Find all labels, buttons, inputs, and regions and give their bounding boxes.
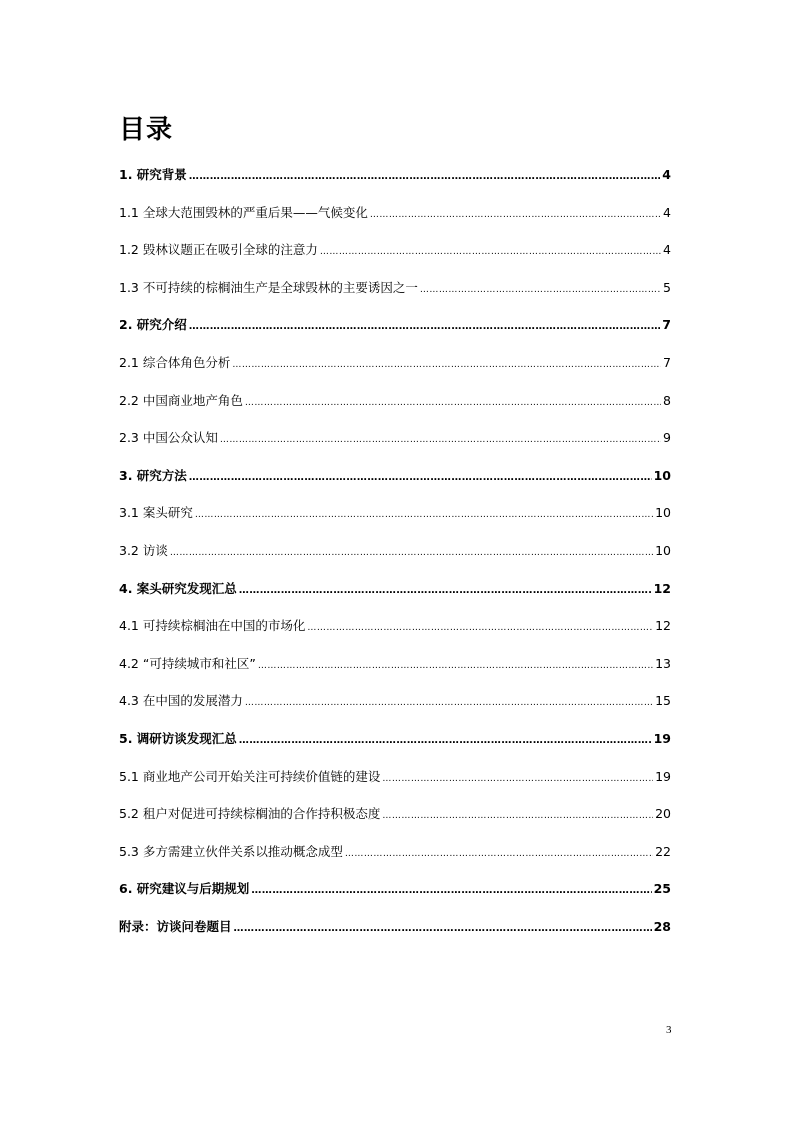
dot-leader — [251, 874, 651, 906]
dot-leader — [189, 461, 652, 493]
toc-entry-section[interactable] — [119, 310, 671, 348]
toc-entry-page: 4 — [663, 204, 671, 220]
toc-entry-subsection[interactable] — [119, 423, 671, 461]
toc-entry-subsection[interactable] — [119, 536, 671, 574]
toc-entry-subsection[interactable] — [119, 498, 671, 536]
toc-entry-page: 25 — [653, 881, 671, 897]
toc-entry-label: 附录：访谈问卷题目 — [119, 918, 232, 934]
toc-entry-page: 5 — [663, 279, 671, 295]
dot-leader — [370, 198, 661, 230]
toc-entry-page: 19 — [655, 768, 671, 784]
toc-entry-page: 8 — [663, 392, 671, 408]
toc-entry-page: 20 — [655, 806, 671, 822]
dot-leader — [189, 310, 660, 342]
toc-entry-label: 4.1 可持续棕榈油在中国的市场化 — [119, 618, 306, 634]
toc-entry-label: 1.3 不可持续的棕榈油生产是全球毁林的主要诱因之一 — [119, 279, 418, 295]
toc-entry-page: 10 — [655, 505, 671, 521]
dot-leader — [420, 273, 661, 305]
dot-leader — [245, 386, 661, 418]
dot-leader — [245, 686, 653, 718]
toc-entry-label: 4.3 在中国的发展潜力 — [119, 693, 243, 709]
dot-leader — [345, 837, 653, 869]
toc-entry-page: 10 — [653, 467, 671, 483]
toc-entry-page: 10 — [655, 542, 671, 558]
table-of-contents — [119, 160, 671, 949]
toc-entry-label: 2. 研究介绍 — [119, 317, 187, 333]
toc-entry-subsection[interactable] — [119, 837, 671, 875]
toc-entry-section[interactable] — [119, 874, 671, 912]
toc-entry-page: 9 — [663, 430, 671, 446]
toc-entry-label: 5.1 商业地产公司开始关注可持续价值链的建设 — [119, 768, 381, 784]
toc-entry-label: 4. 案头研究发现汇总 — [119, 580, 237, 596]
dot-leader — [307, 611, 653, 643]
toc-entry-label: 1. 研究背景 — [119, 167, 187, 182]
toc-entry-label: 6. 研究建议与后期规划 — [119, 881, 250, 897]
toc-entry-label: 2.1 综合体角色分析 — [119, 354, 231, 370]
toc-entry-subsection[interactable] — [119, 386, 671, 424]
toc-entry-section[interactable] — [119, 724, 671, 762]
toc-entry-section[interactable] — [119, 461, 671, 499]
toc-entry-subsection[interactable] — [119, 273, 671, 311]
toc-entry-section[interactable] — [119, 912, 671, 950]
dot-leader — [320, 235, 661, 267]
toc-entry-page: 7 — [663, 354, 671, 370]
dot-leader — [239, 574, 652, 606]
toc-entry-page: 19 — [653, 730, 671, 746]
toc-entry-label: 2.3 中国公众认知 — [119, 430, 218, 446]
dot-leader — [220, 423, 661, 455]
dot-leader — [234, 912, 652, 944]
toc-entry-label: 4.2 “可持续城市和社区” — [119, 655, 256, 671]
toc-entry-label: 5.2 租户对促进可持续棕榈油的合作持积极态度 — [119, 806, 381, 822]
toc-entry-page: 28 — [653, 918, 671, 934]
dot-leader — [258, 649, 653, 681]
toc-entry-page: 4 — [662, 167, 671, 182]
toc-entry-page: 4 — [663, 242, 671, 258]
dot-leader — [382, 799, 653, 831]
toc-entry-section[interactable] — [119, 160, 671, 198]
dot-leader — [170, 536, 653, 568]
toc-title: 目录 — [119, 115, 174, 145]
toc-entry-label: 1.1 全球大范围毁林的严重后果——气候变化 — [119, 204, 368, 220]
toc-entry-page: 15 — [655, 693, 671, 709]
toc-entry-label: 2.2 中国商业地产角色 — [119, 392, 243, 408]
toc-entry-page: 12 — [653, 580, 671, 596]
toc-entry-subsection[interactable] — [119, 799, 671, 837]
toc-entry-subsection[interactable] — [119, 686, 671, 724]
toc-entry-page: 7 — [662, 317, 671, 333]
dot-leader — [189, 160, 660, 192]
dot-leader — [195, 498, 653, 530]
toc-entry-label: 3.2 访谈 — [119, 542, 168, 558]
dot-leader — [239, 724, 652, 756]
toc-entry-section[interactable] — [119, 574, 671, 612]
dot-leader — [232, 348, 661, 380]
toc-entry-label: 3. 研究方法 — [119, 467, 187, 483]
toc-entry-label: 5.3 多方需建立伙伴关系以推动概念成型 — [119, 843, 343, 859]
toc-entry-subsection[interactable] — [119, 348, 671, 386]
toc-entry-subsection[interactable] — [119, 198, 671, 236]
toc-entry-label: 3.1 案头研究 — [119, 505, 193, 521]
toc-entry-page: 13 — [655, 655, 671, 671]
toc-entry-subsection[interactable] — [119, 649, 671, 687]
page-number: 3 — [666, 1024, 672, 1036]
toc-entry-subsection[interactable] — [119, 611, 671, 649]
toc-entry-page: 22 — [655, 843, 671, 859]
dot-leader — [382, 762, 653, 794]
toc-entry-subsection[interactable] — [119, 235, 671, 273]
toc-entry-label: 1.2 毁林议题正在吸引全球的注意力 — [119, 242, 318, 258]
toc-entry-subsection[interactable] — [119, 762, 671, 800]
toc-entry-page: 12 — [655, 618, 671, 634]
toc-entry-label: 5. 调研访谈发现汇总 — [119, 730, 237, 746]
